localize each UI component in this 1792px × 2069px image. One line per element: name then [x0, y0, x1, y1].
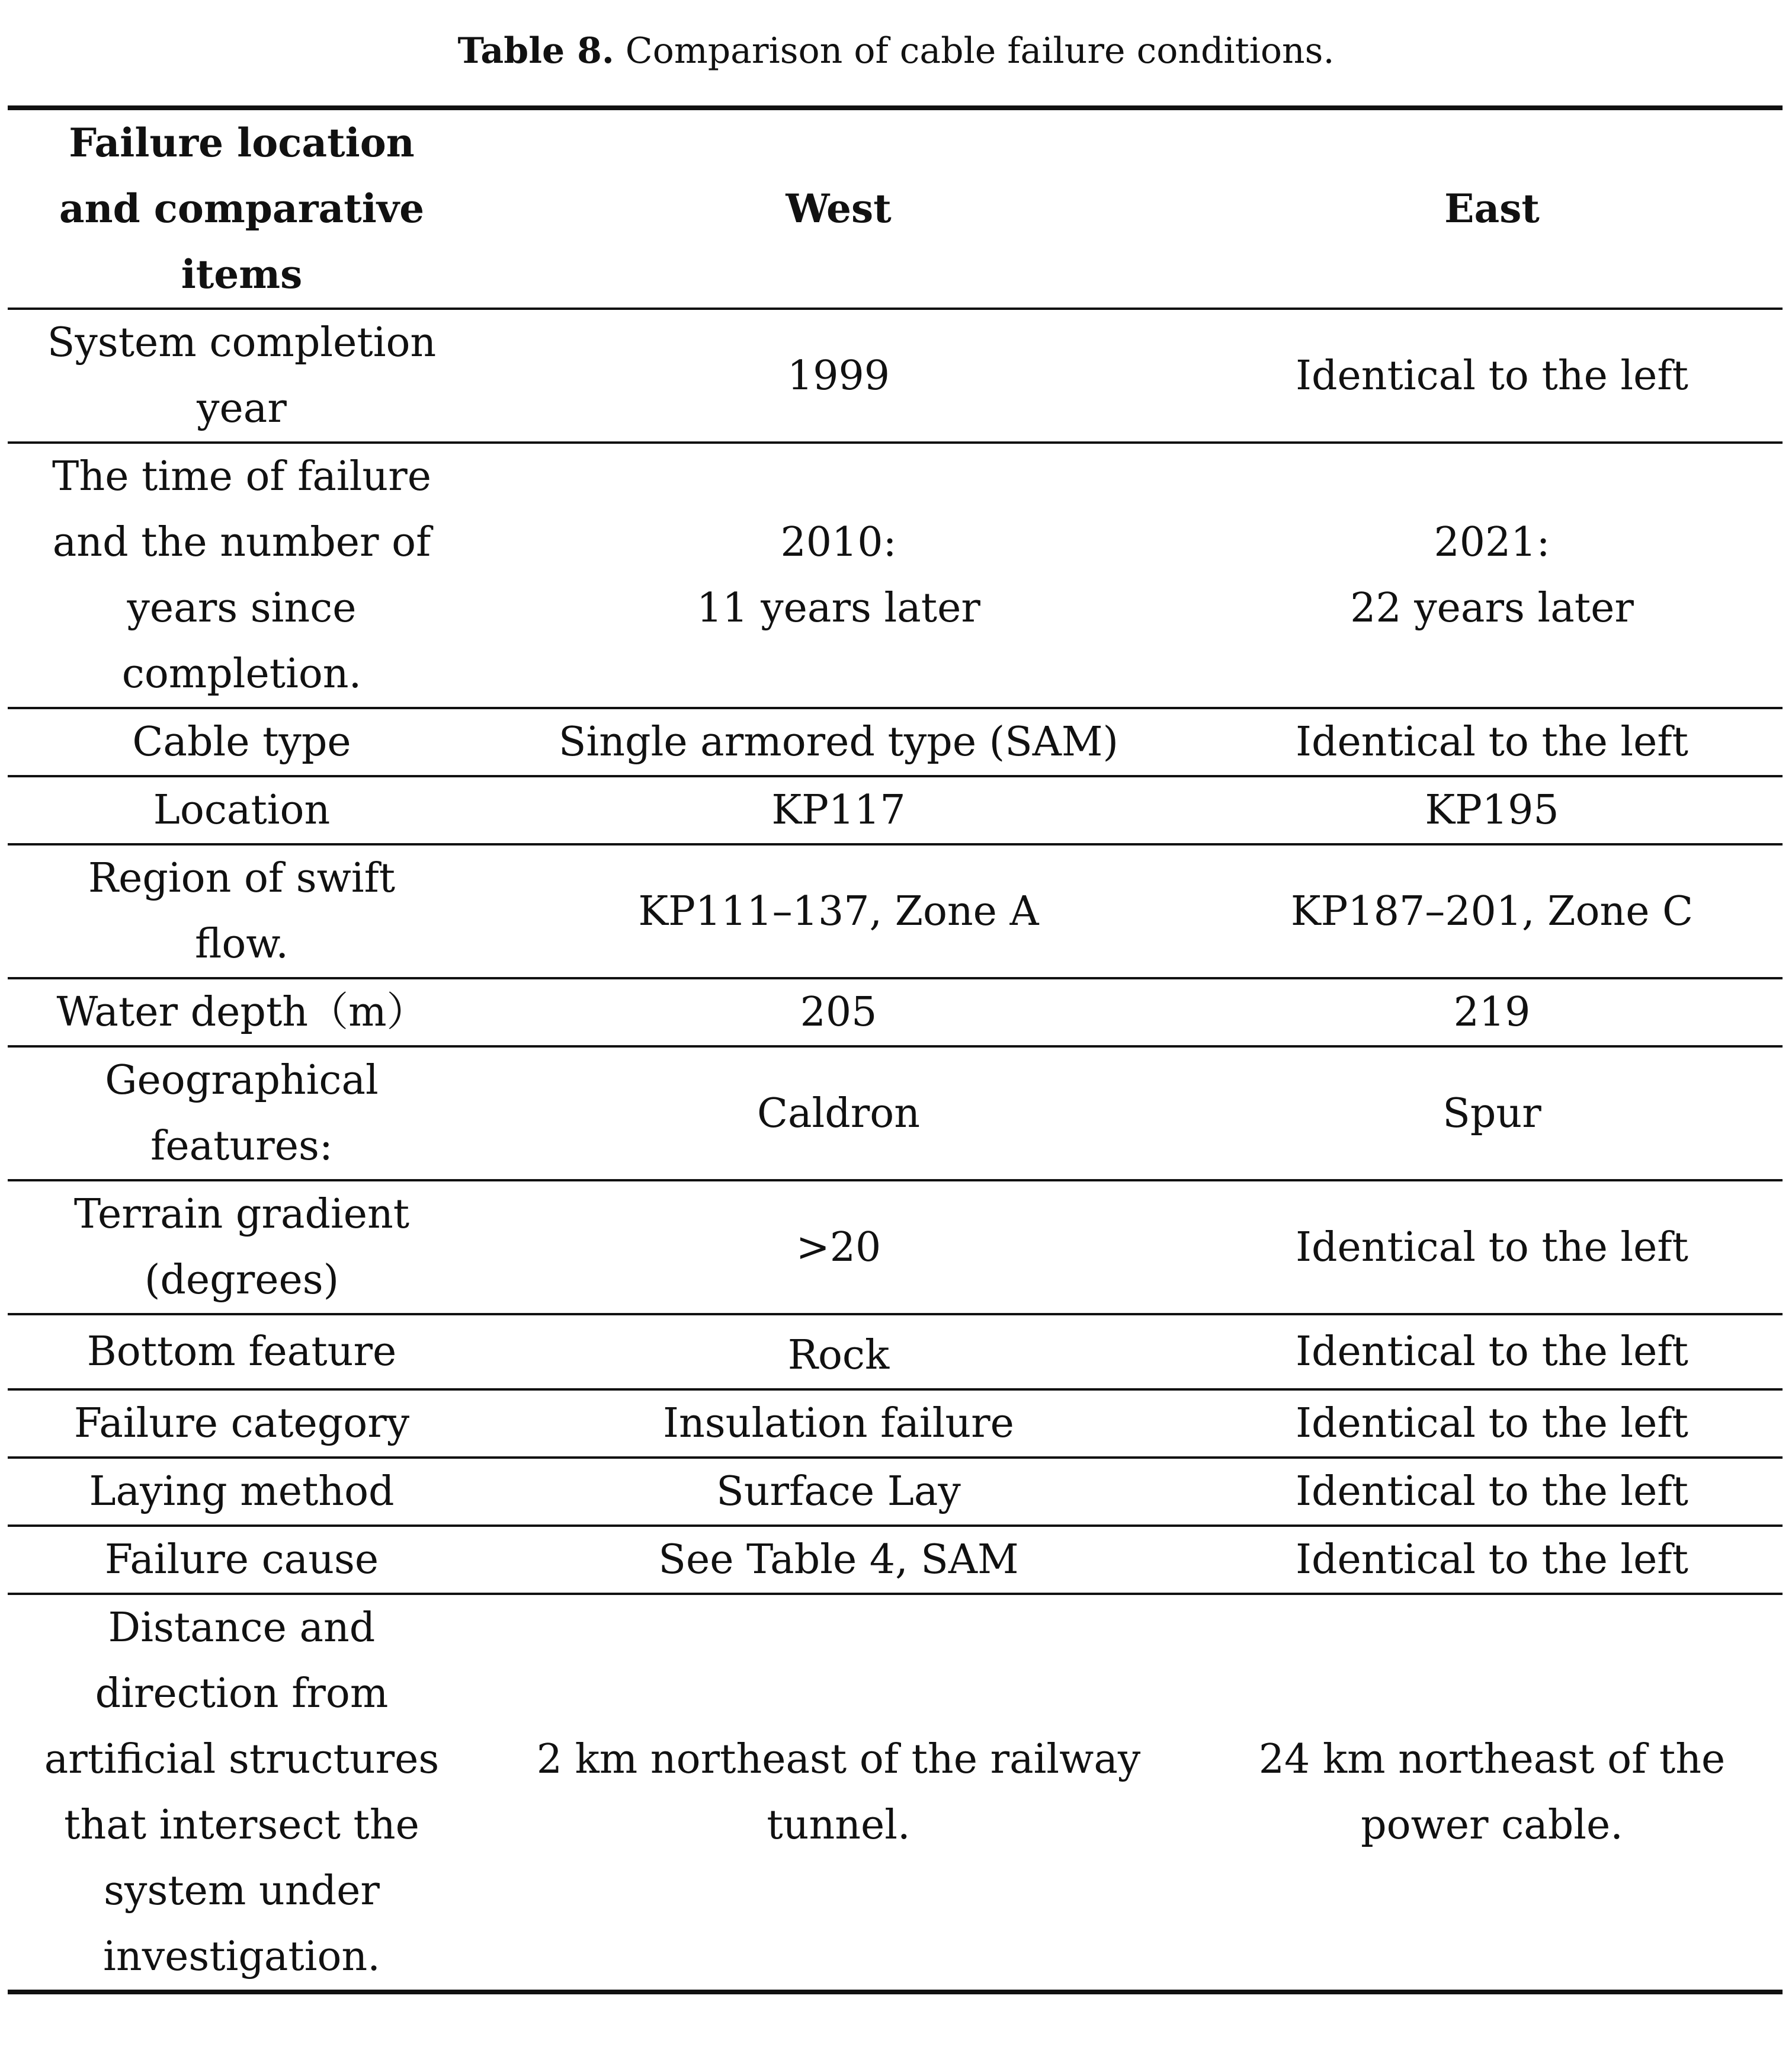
cell-east	[1201, 1046, 1783, 1180]
cell-west	[476, 1594, 1201, 1992]
cell-east	[1201, 708, 1783, 776]
cell-item-line: that intersect the	[64, 1802, 419, 1849]
cell-east-line: Identical to the left	[1296, 352, 1688, 399]
cell-item	[8, 1458, 476, 1526]
cell-west-line: Insulation failure	[663, 1400, 1014, 1447]
cell-east-line: Identical to the left	[1296, 1468, 1688, 1515]
cell-east	[1201, 978, 1783, 1046]
cell-west-line: 2010:	[780, 519, 897, 566]
cell-item-line: (degrees)	[144, 1257, 339, 1303]
cell-west-line: tunnel.	[767, 1802, 911, 1849]
cell-west-line: 1999	[787, 352, 890, 399]
cell-item-line: artificial structures	[44, 1736, 440, 1783]
cell-west	[476, 1314, 1201, 1389]
cell-item-line: Location	[153, 787, 331, 834]
cell-east-line: power cable.	[1361, 1802, 1623, 1849]
cell-west	[476, 1389, 1201, 1458]
cell-west-line: 205	[800, 989, 877, 1036]
cell-east-line: Identical to the left	[1296, 1328, 1688, 1375]
cell-item-line: system under	[104, 1868, 380, 1914]
cell-east	[1201, 1458, 1783, 1526]
cell-west	[476, 443, 1201, 708]
cell-east-line: 24 km northeast of the	[1258, 1736, 1726, 1783]
cell-item	[8, 1314, 476, 1389]
cell-item	[8, 776, 476, 844]
cell-west	[476, 708, 1201, 776]
cell-east-line: 22 years later	[1350, 585, 1634, 632]
cell-east-line: KP195	[1425, 787, 1559, 834]
cell-item-line: Region of swift	[88, 855, 396, 902]
header-items	[8, 108, 476, 309]
cell-east	[1201, 1526, 1783, 1594]
table-row	[8, 1180, 1783, 1314]
cell-item-line: Terrain gradient	[73, 1191, 410, 1238]
cell-west-line: >20	[796, 1224, 881, 1271]
cell-east	[1201, 309, 1783, 443]
cell-west-line: KP111–137, Zone A	[638, 888, 1039, 935]
cell-east-line: Identical to the left	[1296, 1536, 1688, 1583]
header-west: West	[476, 108, 1201, 309]
cell-west-line: See Table 4, SAM	[658, 1536, 1019, 1583]
cell-item-line: Cable type	[132, 719, 351, 766]
cell-east	[1201, 1180, 1783, 1314]
cell-west-line: Single armored type (SAM)	[558, 719, 1119, 766]
cell-item-line: Water depth（m）	[56, 989, 427, 1036]
table-header-row	[8, 108, 1783, 309]
cell-west-line: 2 km northeast of the railway	[536, 1736, 1141, 1783]
cell-west-line: KP117	[771, 787, 906, 834]
header-items-line: items	[181, 251, 303, 297]
table-row	[8, 1314, 1783, 1389]
table-row	[8, 1526, 1783, 1594]
cell-east-line: Identical to the left	[1296, 1224, 1688, 1271]
cell-item	[8, 1594, 476, 1992]
table-row	[8, 1389, 1783, 1458]
cell-item	[8, 1389, 476, 1458]
header-items-line: Failure location	[69, 120, 415, 166]
table-caption-label: Table 8.	[457, 30, 614, 72]
cell-east-line: Identical to the left	[1296, 1400, 1688, 1447]
cell-east-line: Identical to the left	[1296, 719, 1688, 766]
cell-item-line: Failure cause	[104, 1536, 379, 1583]
cell-west-line: 11 years later	[697, 585, 980, 632]
cell-east	[1201, 844, 1783, 978]
header-east: East	[1201, 108, 1783, 309]
cell-item	[8, 1180, 476, 1314]
table-row	[8, 1594, 1783, 1992]
cell-west	[476, 1046, 1201, 1180]
comparison-table	[8, 105, 1783, 1994]
cell-item-line: The time of failure	[52, 453, 431, 500]
cell-item-line: year	[197, 385, 287, 432]
table-row	[8, 443, 1783, 708]
cell-item-line: Failure category	[73, 1400, 410, 1447]
cell-west	[476, 1526, 1201, 1594]
table-row	[8, 708, 1783, 776]
cell-item-line: direction from	[95, 1670, 389, 1717]
table-row	[8, 309, 1783, 443]
cell-west	[476, 1180, 1201, 1314]
cell-east	[1201, 1594, 1783, 1992]
cell-west	[476, 309, 1201, 443]
table-row	[8, 1046, 1783, 1180]
table-row	[8, 978, 1783, 1046]
table-row	[8, 844, 1783, 978]
cell-east-line: 2021:	[1434, 519, 1550, 566]
cell-item-line: completion.	[121, 651, 362, 697]
table-caption	[0, 27, 1792, 75]
cell-west-line: Surface Lay	[716, 1468, 961, 1515]
cell-item-line: Geographical	[105, 1057, 379, 1104]
table-body	[8, 309, 1783, 1992]
cell-item-line: System completion	[47, 319, 437, 366]
cell-item	[8, 1046, 476, 1180]
cell-west-line: Caldron	[756, 1090, 921, 1137]
cell-item-line: years since	[127, 585, 357, 632]
cell-item	[8, 443, 476, 708]
cell-item-line: and the number of	[52, 519, 431, 566]
cell-item-line: flow.	[194, 921, 289, 968]
cell-west	[476, 776, 1201, 844]
table-caption-text: Comparison of cable failure conditions.	[614, 30, 1335, 72]
cell-item	[8, 708, 476, 776]
cell-east-line: Spur	[1442, 1090, 1541, 1137]
cell-west	[476, 1458, 1201, 1526]
cell-item	[8, 309, 476, 443]
cell-item-line: Laying method	[89, 1468, 395, 1515]
cell-item-line: Bottom feature	[86, 1328, 397, 1375]
cell-west-line: Rock	[787, 1332, 890, 1379]
cell-east	[1201, 1389, 1783, 1458]
cell-east	[1201, 443, 1783, 708]
table-container	[8, 105, 1783, 1994]
cell-east	[1201, 776, 1783, 844]
cell-item-line: Distance and	[108, 1604, 376, 1651]
table-row	[8, 1458, 1783, 1526]
table-row	[8, 776, 1783, 844]
cell-item	[8, 1526, 476, 1594]
cell-west	[476, 978, 1201, 1046]
cell-east	[1201, 1314, 1783, 1389]
cell-east-line: KP187–201, Zone C	[1290, 888, 1694, 935]
header-items-line: and comparative	[59, 185, 425, 232]
cell-item-line: features:	[150, 1123, 333, 1170]
cell-west	[476, 844, 1201, 978]
cell-item	[8, 844, 476, 978]
cell-item-line: investigation.	[103, 1933, 380, 1980]
cell-east-line: 219	[1453, 989, 1531, 1036]
cell-item	[8, 978, 476, 1046]
